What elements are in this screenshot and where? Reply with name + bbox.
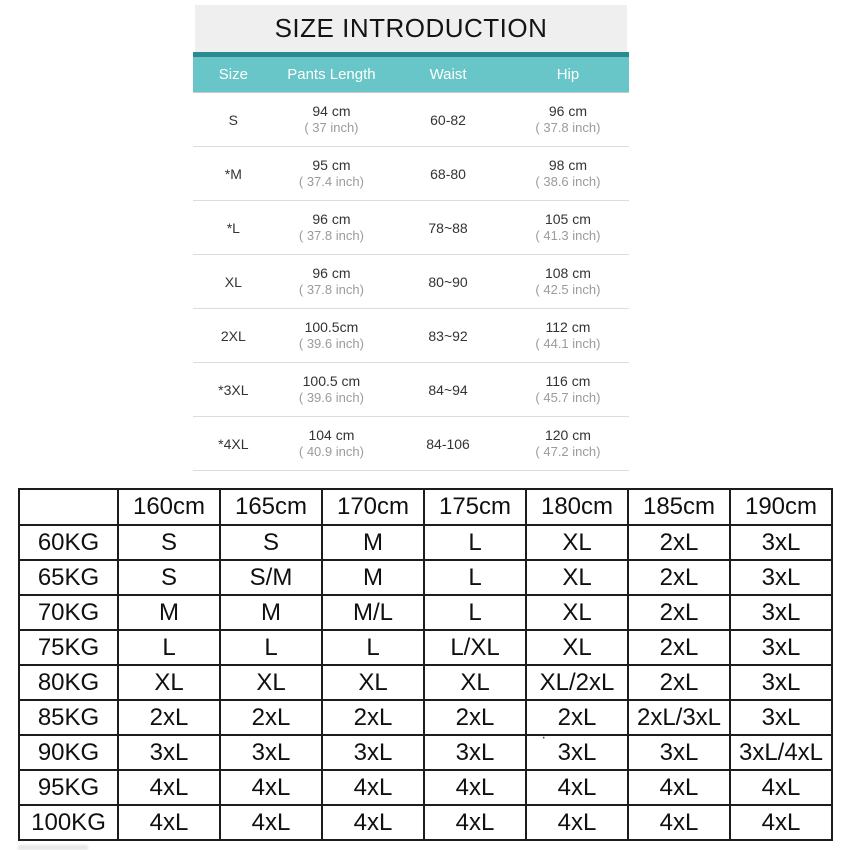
size-label: *3XL	[218, 381, 249, 398]
size-cell-90KG-160cm: 3xL	[118, 735, 220, 770]
pants-cm: 94 cm	[312, 102, 351, 119]
matrix-row-80KG	[19, 665, 832, 700]
size-cell-65KG-180cm: XL	[526, 560, 628, 595]
hip-value	[507, 319, 629, 353]
size-cell-95KG-190cm: 4xL	[730, 770, 832, 805]
size-cell-75KG-175cm: L/XL	[424, 630, 526, 665]
size-cell-95KG-170cm: 4xL	[322, 770, 424, 805]
intro-col-header-size: Size	[218, 66, 248, 83]
size-cell-65KG-160cm: S	[118, 560, 220, 595]
scan-artifact	[18, 845, 88, 850]
weight-header-85KG: 85KG	[19, 700, 118, 735]
matrix-header-row	[19, 489, 832, 525]
size-cell-80KG-165cm: XL	[220, 665, 322, 700]
size-cell-65KG-170cm: M	[322, 560, 424, 595]
weight-header-90KG: 90KG	[19, 735, 118, 770]
pants-cm: 96 cm	[312, 264, 351, 281]
size-label: *4XL	[218, 435, 249, 452]
size-cell-95KG-180cm: 4xL	[526, 770, 628, 805]
size-cell-70KG-165cm: M	[220, 595, 322, 630]
size-cell-75KG-165cm: L	[220, 630, 322, 665]
waist-value: 68-80	[430, 165, 466, 182]
size-cell-60KG-175cm: L	[424, 525, 526, 560]
size-cell-85KG-160cm: 2xL	[118, 700, 220, 735]
matrix-row-85KG	[19, 700, 832, 735]
panel-title: SIZE INTRODUCTION	[195, 5, 627, 52]
size-cell-70KG-175cm: L	[424, 595, 526, 630]
size-cell-85KG-170cm: 2xL	[322, 700, 424, 735]
matrix-row-60KG	[19, 525, 832, 560]
pants-cm: 96 cm	[312, 210, 351, 227]
weight-header-75KG: 75KG	[19, 630, 118, 665]
height-header-175cm: 175cm	[424, 489, 526, 525]
size-cell-75KG-180cm: XL	[526, 630, 628, 665]
hip-inch: ( 44.1 inch)	[535, 336, 601, 352]
size-cell-80KG-180cm: XL/2xL	[526, 665, 628, 700]
size-cell-100KG-170cm: 4xL	[322, 805, 424, 840]
pants-length-value	[274, 427, 390, 461]
pants-inch: ( 39.6 inch)	[298, 336, 364, 352]
matrix-row-65KG	[19, 560, 832, 595]
size-cell-100KG-190cm: 4xL	[730, 805, 832, 840]
intro-rows	[193, 93, 629, 471]
pants-cm: 104 cm	[308, 426, 355, 443]
height-header-185cm: 185cm	[628, 489, 730, 525]
matrix-row-70KG	[19, 595, 832, 630]
pants-length-value	[274, 373, 390, 407]
waist-value: 84~94	[428, 381, 468, 398]
size-cell-90KG-175cm: 3xL	[424, 735, 526, 770]
hip-cm: 108 cm	[544, 264, 591, 281]
pants-length-value	[274, 319, 390, 353]
size-cell-80KG-185cm: 2xL	[628, 665, 730, 700]
size-cell-90KG-185cm: 3xL	[628, 735, 730, 770]
hip-cm: 120 cm	[544, 426, 591, 443]
hip-value	[507, 157, 629, 191]
size-cell-70KG-185cm: 2xL	[628, 595, 730, 630]
pants-inch: ( 40.9 inch)	[298, 444, 364, 460]
height-header-180cm: 180cm	[526, 489, 628, 525]
intro-row-XL	[193, 255, 629, 309]
intro-row-S	[193, 93, 629, 147]
size-label: *M	[224, 165, 242, 182]
waist-value: 80~90	[428, 273, 468, 290]
size-cell-95KG-175cm: 4xL	[424, 770, 526, 805]
weight-header-70KG: 70KG	[19, 595, 118, 630]
size-label: S	[228, 111, 238, 128]
intro-col-header-waist: Waist	[429, 66, 467, 83]
height-header-170cm: 170cm	[322, 489, 424, 525]
pants-cm: 100.5cm	[304, 318, 359, 335]
size-cell-70KG-170cm: M/L	[322, 595, 424, 630]
matrix-row-95KG	[19, 770, 832, 805]
matrix-row-75KG	[19, 630, 832, 665]
hip-cm: 98 cm	[548, 156, 587, 173]
hip-value	[507, 427, 629, 461]
pants-inch: ( 37.8 inch)	[298, 282, 364, 298]
hip-value	[507, 373, 629, 407]
hip-value	[507, 265, 629, 299]
hip-inch: ( 42.5 inch)	[535, 282, 601, 298]
height-weight-matrix	[18, 488, 833, 841]
waist-value: 60-82	[430, 111, 466, 128]
hip-cm: 112 cm	[545, 318, 591, 335]
weight-header-60KG: 60KG	[19, 525, 118, 560]
size-cell-80KG-170cm: XL	[322, 665, 424, 700]
size-label: 2XL	[220, 327, 246, 344]
pants-length-value	[274, 265, 390, 299]
size-cell-90KG-180cm: 3xL	[526, 735, 628, 770]
size-cell-100KG-165cm: 4xL	[220, 805, 322, 840]
size-cell-100KG-175cm: 4xL	[424, 805, 526, 840]
size-cell-95KG-160cm: 4xL	[118, 770, 220, 805]
hip-cm: 105 cm	[544, 210, 591, 227]
intro-col-header-pants-length: Pants Length	[287, 66, 376, 83]
hip-inch: ( 47.2 inch)	[535, 444, 601, 460]
size-cell-60KG-165cm: S	[220, 525, 322, 560]
size-cell-60KG-160cm: S	[118, 525, 220, 560]
intro-col-header-hip: Hip	[556, 66, 580, 83]
waist-value: 84-106	[426, 435, 470, 452]
intro-row-4XL	[193, 417, 629, 471]
size-cell-80KG-190cm: 3xL	[730, 665, 832, 700]
size-cell-85KG-165cm: 2xL	[220, 700, 322, 735]
hip-inch: ( 45.7 inch)	[535, 390, 601, 406]
waist-value: 83~92	[428, 327, 468, 344]
pants-cm: 100.5 cm	[302, 372, 361, 389]
size-cell-85KG-175cm: 2xL	[424, 700, 526, 735]
size-cell-100KG-160cm: 4xL	[118, 805, 220, 840]
matrix-corner-cell	[19, 489, 118, 525]
size-cell-90KG-170cm: 3xL	[322, 735, 424, 770]
hip-value	[507, 103, 629, 137]
weight-header-100KG: 100KG	[19, 805, 118, 840]
speck-artifact: ·	[541, 729, 547, 746]
hip-cm: 96 cm	[548, 102, 587, 119]
size-cell-60KG-180cm: XL	[526, 525, 628, 560]
size-cell-65KG-165cm: S/M	[220, 560, 322, 595]
size-cell-85KG-190cm: 3xL	[730, 700, 832, 735]
pants-inch: ( 37 inch)	[304, 120, 359, 136]
pants-inch: ( 37.4 inch)	[298, 174, 364, 190]
size-cell-65KG-175cm: L	[424, 560, 526, 595]
weight-header-80KG: 80KG	[19, 665, 118, 700]
size-cell-60KG-185cm: 2xL	[628, 525, 730, 560]
pants-length-value	[274, 103, 390, 137]
hip-inch: ( 37.8 inch)	[535, 120, 601, 136]
pants-cm: 95 cm	[312, 156, 351, 173]
waist-value: 78~88	[428, 219, 468, 236]
size-cell-100KG-180cm: 4xL	[526, 805, 628, 840]
pants-length-value	[274, 211, 390, 245]
size-cell-85KG-180cm: 2xL	[526, 700, 628, 735]
size-cell-100KG-185cm: 4xL	[628, 805, 730, 840]
size-cell-60KG-170cm: M	[322, 525, 424, 560]
pants-inch: ( 39.6 inch)	[298, 390, 364, 406]
size-introduction-panel	[193, 5, 629, 471]
size-cell-70KG-180cm: XL	[526, 595, 628, 630]
size-cell-65KG-185cm: 2xL	[628, 560, 730, 595]
size-cell-60KG-190cm: 3xL	[730, 525, 832, 560]
size-cell-75KG-160cm: L	[118, 630, 220, 665]
hip-value	[507, 211, 629, 245]
size-cell-90KG-165cm: 3xL	[220, 735, 322, 770]
hip-inch: ( 38.6 inch)	[535, 174, 601, 190]
size-cell-70KG-190cm: 3xL	[730, 595, 832, 630]
size-label: XL	[224, 273, 242, 290]
matrix-row-100KG	[19, 805, 832, 840]
intro-header-row	[193, 57, 629, 93]
pants-inch: ( 37.8 inch)	[298, 228, 364, 244]
intro-row-2XL	[193, 309, 629, 363]
weight-header-95KG: 95KG	[19, 770, 118, 805]
hip-inch: ( 41.3 inch)	[535, 228, 601, 244]
height-header-165cm: 165cm	[220, 489, 322, 525]
size-cell-90KG-190cm: 3xL/4xL	[730, 735, 832, 770]
intro-row-3XL	[193, 363, 629, 417]
intro-row-L	[193, 201, 629, 255]
size-cell-80KG-160cm: XL	[118, 665, 220, 700]
matrix-row-90KG	[19, 735, 832, 770]
size-cell-85KG-185cm: 2xL/3xL	[628, 700, 730, 735]
size-cell-70KG-160cm: M	[118, 595, 220, 630]
height-header-160cm: 160cm	[118, 489, 220, 525]
size-cell-75KG-185cm: 2xL	[628, 630, 730, 665]
size-cell-95KG-165cm: 4xL	[220, 770, 322, 805]
intro-row-M	[193, 147, 629, 201]
size-cell-80KG-175cm: XL	[424, 665, 526, 700]
size-cell-65KG-190cm: 3xL	[730, 560, 832, 595]
weight-header-65KG: 65KG	[19, 560, 118, 595]
size-cell-75KG-170cm: L	[322, 630, 424, 665]
size-cell-95KG-185cm: 4xL	[628, 770, 730, 805]
pants-length-value	[274, 157, 390, 191]
size-cell-75KG-190cm: 3xL	[730, 630, 832, 665]
size-label: *L	[226, 219, 240, 236]
height-header-190cm: 190cm	[730, 489, 832, 525]
hip-cm: 116 cm	[545, 372, 591, 389]
